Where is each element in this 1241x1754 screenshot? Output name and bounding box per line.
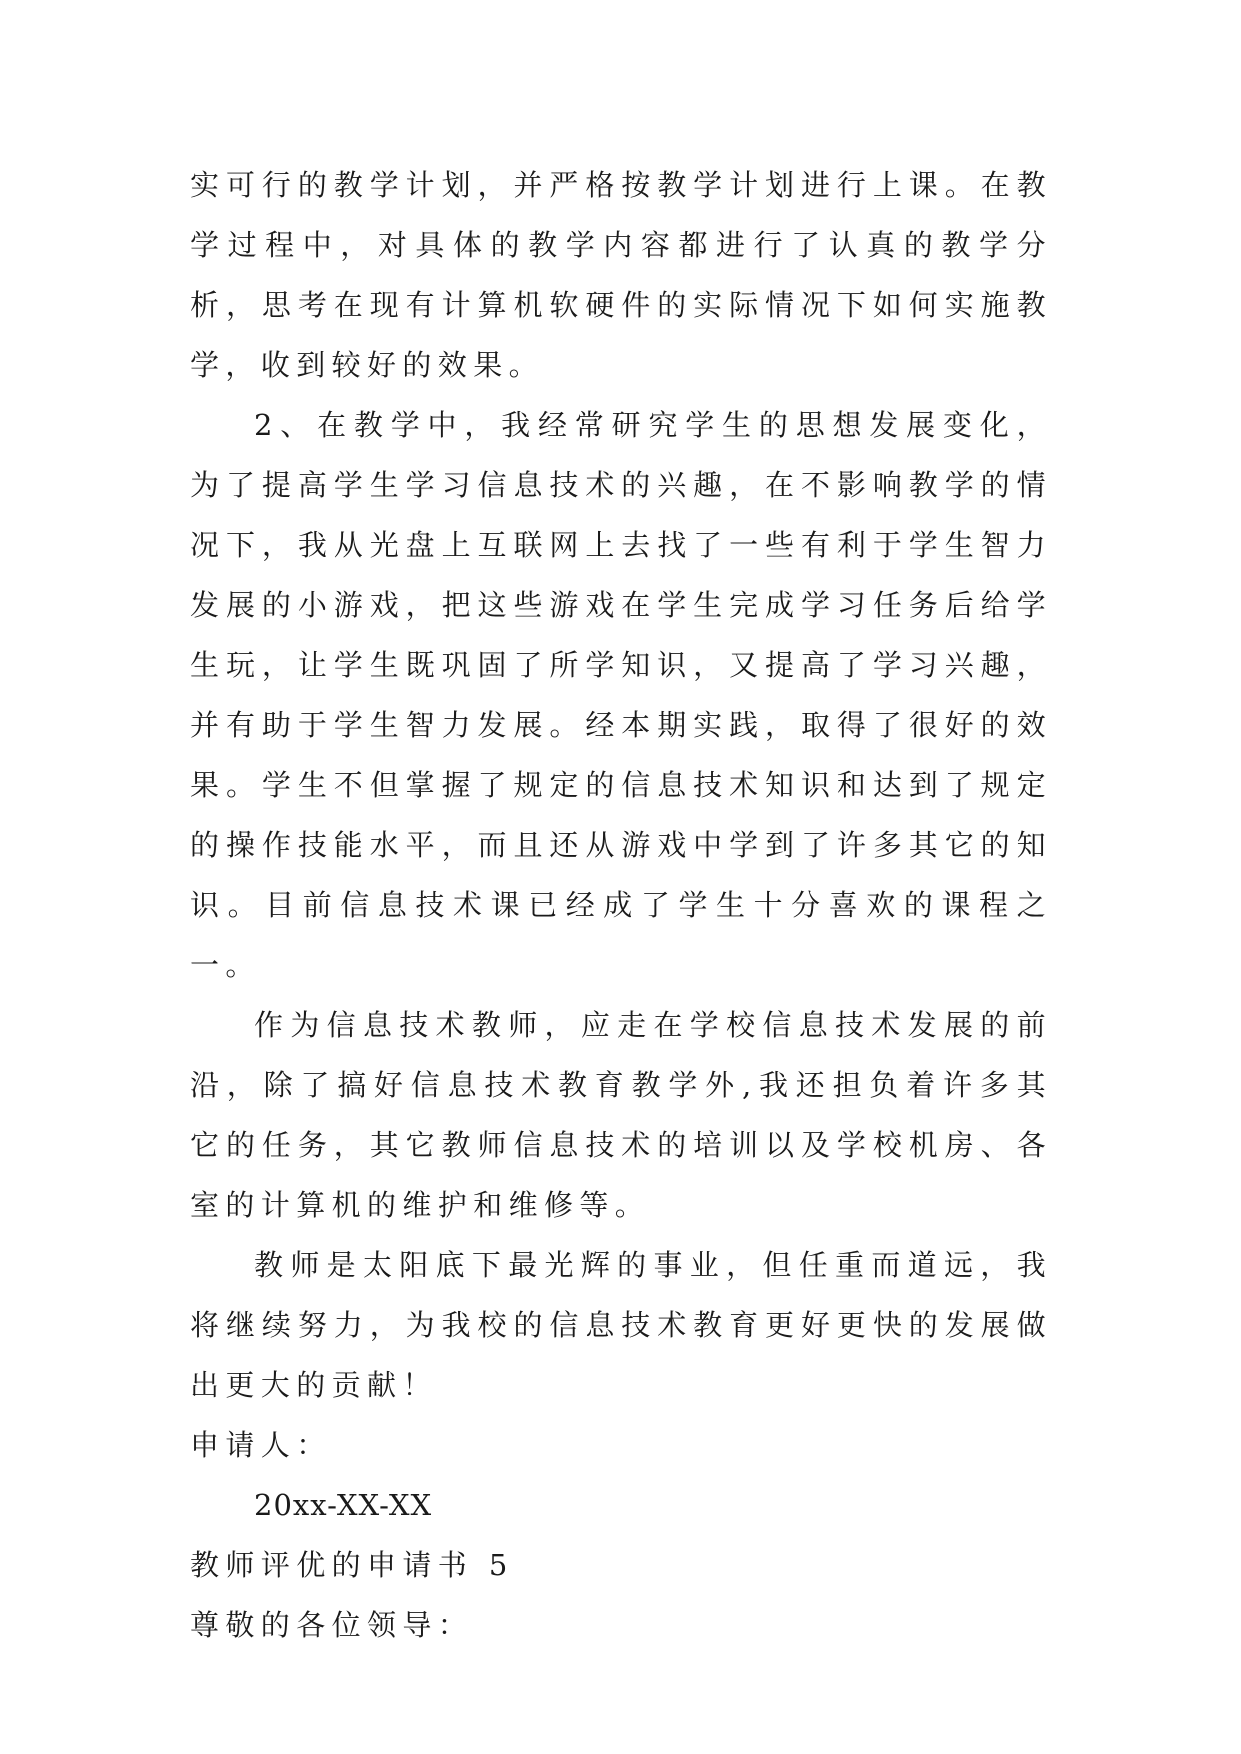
paragraph-other-duties: 作为信息技术教师，应走在学校信息技术发展的前沿，除了搞好信息技术教育教学外,我还担负着许多其它的任务，其它教师信息技术的培训以及学校机房、各室的计算机的维护和维修等。: [190, 1008, 1052, 1222]
signature-date: 20xx-XX-XX: [254, 1488, 433, 1522]
paragraph-conclusion: 教师是太阳底下最光辉的事业，但任重而道远，我将继续努力，为我校的信息技术教育更好更快的发展做出更大的贡献！: [190, 1248, 1052, 1402]
greeting: 尊敬的各位领导：: [190, 1608, 474, 1642]
paragraph-student-interest: 2、在教学中，我经常研究学生的思想发展变化，为了提高学生学习信息技术的兴趣，在不影响教学的情况下，我从光盘上互联网上去找了一些有利于学生智力发展的小游戏，把这些游戏在学生完成学习任务后给学生玩，让学生既巩固了所学知识，又提高了学习兴趣，并有助于学生智力发展。经本期实践，取得了很好的效果。学生不但掌握了规定的信息技术知识和达到了规定的操作技能水平，而且还从游戏中学到了许多其它的知识。目前信息技术课已经成了学生十分喜欢的课程之一。: [190, 408, 1052, 982]
signer-label: 申请人：: [190, 1428, 332, 1462]
paragraph-teaching-plan: 实可行的教学计划，并严格按教学计划进行上课。在教学过程中，对具体的教学内容都进行了认真的教学分析，思考在现有计算机软硬件的实际情况下如何实施教学，收到较好的效果。: [190, 168, 1052, 382]
document-body: [190, 155, 1052, 1655]
next-section-title: 教师评优的申请书 5: [190, 1548, 514, 1582]
